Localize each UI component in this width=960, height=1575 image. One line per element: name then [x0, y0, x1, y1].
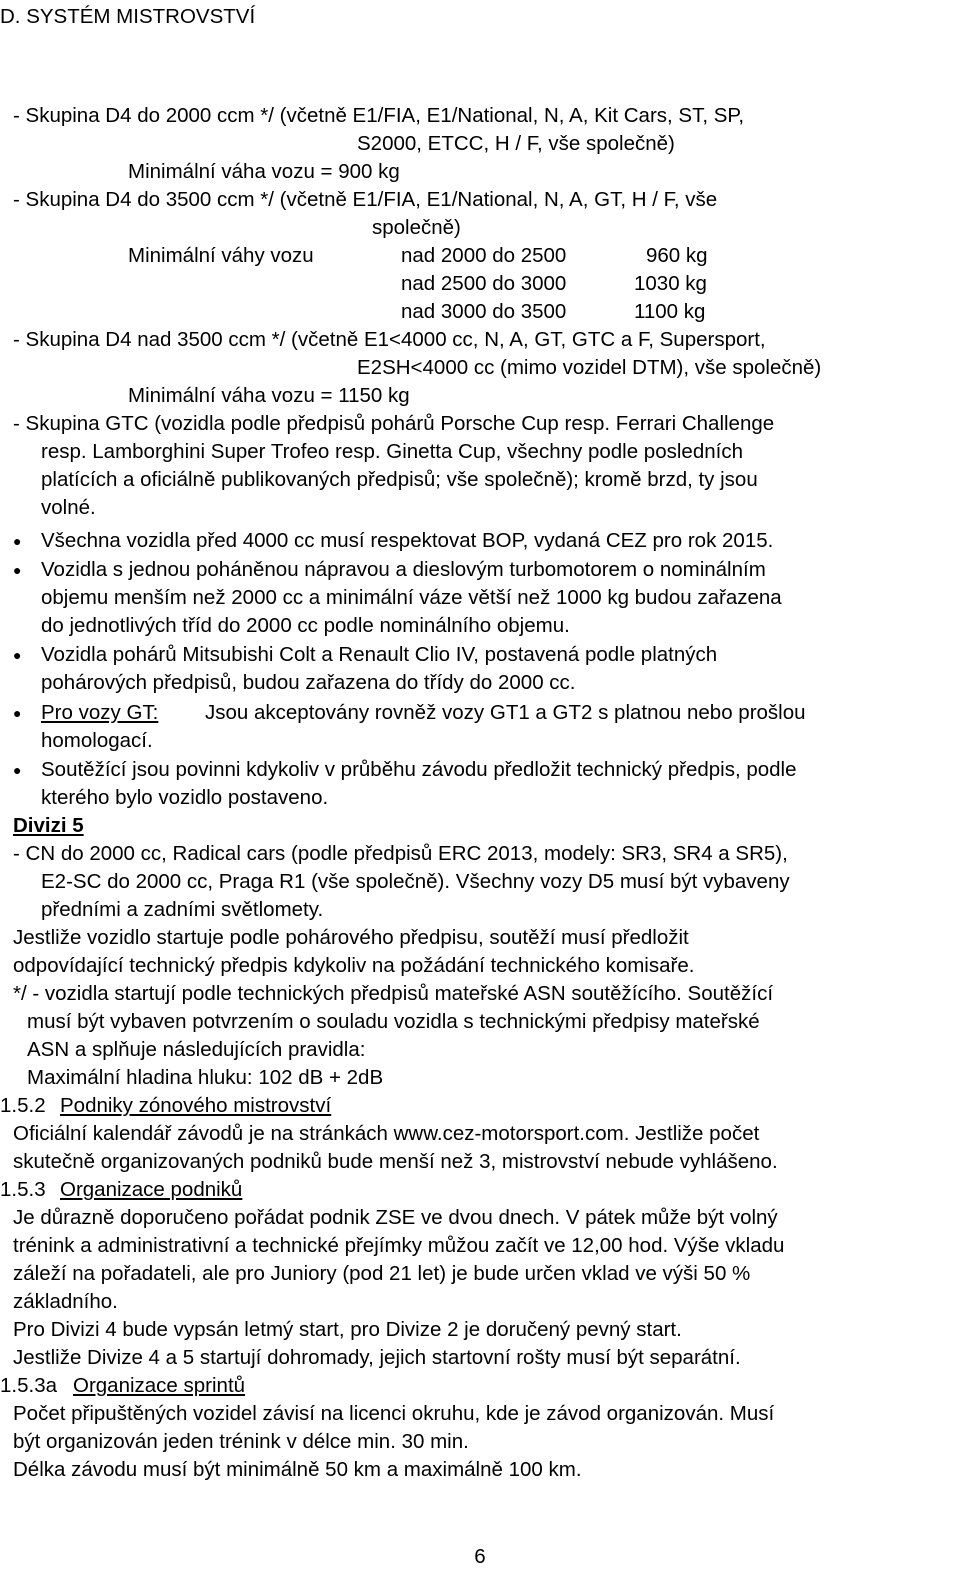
weight-value: 1030 kg — [634, 272, 707, 295]
weight-value: 1100 kg — [634, 300, 706, 323]
divize5-para-1 — [0, 924, 960, 952]
text: být organizován jeden trénink v délce min. 30 min. — [13, 1430, 469, 1453]
s153-line-5 — [0, 1316, 960, 1344]
bullet-item-gt-cont — [0, 727, 960, 755]
bullet-item-technical-cont — [0, 784, 960, 812]
bullet-item-technical — [0, 756, 960, 784]
text: - CN do 2000 cc, Radical cars (podle předpisů ERC 2013, modely: SR3, SR4 a SR5), — [13, 842, 788, 865]
divize5-para-1-cont — [0, 952, 960, 980]
bullet-icon — [13, 699, 21, 727]
text: objemu menším než 2000 cc a minimální váze větší než 1000 kg budou zařazena — [41, 586, 782, 609]
gtc-line-1 — [0, 410, 960, 438]
divize5-heading-row — [0, 812, 960, 840]
d4-over-line-1 — [0, 326, 960, 354]
d4-2000-weight — [0, 158, 960, 186]
text: Jsou akceptovány rovněž vozy GT1 a GT2 s platnou nebo prošlou — [205, 701, 806, 724]
s153a-line-3 — [0, 1456, 960, 1484]
section-title: Podniky zónového mistrovství — [60, 1094, 332, 1117]
section-number: 1.5.2 — [0, 1094, 46, 1117]
s153-line-4 — [0, 1288, 960, 1316]
text: E2SH<4000 cc (mimo vozidel DTM), vše společně) — [357, 356, 822, 379]
d4-over-line-2 — [0, 354, 960, 382]
text: Oficiální kalendář závodů je na stránkách www.cez-motorsport.com. Jestliže počet — [13, 1122, 760, 1145]
text: Délka závodu musí být minimálně 50 km a maximálně 100 km. — [13, 1458, 582, 1481]
text: - Skupina D4 do 3500 ccm */ (včetně E1/FIA, E1/National, N, A, GT, H / F, vše — [13, 188, 718, 211]
d4-2000-line-1 — [0, 102, 960, 130]
bullet-icon — [13, 641, 21, 669]
text: Soutěžící jsou povinni kdykoliv v průběhu závodu předložit technický předpis, podle — [41, 758, 797, 781]
gtc-line-3 — [0, 466, 960, 494]
text: odpovídající technický předpis kdykoliv na požádání technického komisaře. — [13, 954, 695, 977]
gtc-line-2 — [0, 438, 960, 466]
s153-line-2 — [0, 1232, 960, 1260]
section-1-5-3a-heading — [0, 1372, 960, 1400]
text: předními a zadními světlomety. — [41, 898, 324, 921]
bullet-item-cups — [0, 641, 960, 669]
s153a-line-2 — [0, 1428, 960, 1456]
text: Je důrazně doporučeno pořádat podnik ZSE ve dvou dnech. V pátek může být volný — [13, 1206, 778, 1229]
bullet-item-gt — [0, 699, 960, 727]
text: volné. — [41, 496, 96, 519]
noise-limit — [0, 1064, 960, 1092]
text: Pro Divizi 4 bude vypsán letmý start, pro Divize 2 je doručený pevný start. — [13, 1318, 682, 1341]
section-heading-row — [0, 3, 960, 31]
divize5-line-2 — [0, 868, 960, 896]
text: Počet připuštěných vozidel závisí na licenci okruhu, kde je závod organizován. Musí — [13, 1402, 775, 1425]
section-number: 1.5.3a — [0, 1374, 57, 1397]
bullet-item-diesel — [0, 556, 960, 584]
text: platících a oficiálně publikovaných předpisů; vše společně); kromě brzd, ty jsou — [41, 468, 758, 491]
gt-label: Pro vozy GT: — [41, 701, 159, 724]
section-title: Organizace podniků — [60, 1178, 243, 1201]
text: do jednotlivých tříd do 2000 cc podle nominálního objemu. — [41, 614, 570, 637]
s152-line-2 — [0, 1148, 960, 1176]
text: Minimální váha vozu = 1150 kg — [128, 384, 410, 407]
text: */ - vozidla startují podle technických předpisů mateřské ASN soutěžícího. Soutěžící — [13, 982, 774, 1005]
text: pohárových předpisů, budou zařazena do třídy do 2000 cc. — [41, 671, 576, 694]
text: Maximální hladina hluku: 102 dB + 2dB — [27, 1066, 384, 1089]
weights-row-3 — [0, 298, 960, 326]
text: Jestliže Divize 4 a 5 startují dohromady, jejich startovní rošty musí být separátní. — [13, 1346, 741, 1369]
bullet-icon — [13, 556, 21, 584]
section-heading: D. SYSTÉM MISTROVSTVÍ — [0, 5, 256, 28]
d4-3500-line-2 — [0, 214, 960, 242]
weights-row-2 — [0, 270, 960, 298]
text: Všechna vozidla před 4000 cc musí respektovat BOP, vydaná CEZ pro rok 2015. — [41, 529, 774, 552]
gtc-line-4 — [0, 494, 960, 522]
bullet-item-cups-cont — [0, 669, 960, 697]
weights-label: Minimální váhy vozu — [128, 244, 314, 267]
d4-3500-line-1 — [0, 186, 960, 214]
bullet-icon — [13, 527, 21, 555]
s153-line-6 — [0, 1344, 960, 1372]
text: skutečně organizovaných podniků bude menší než 3, mistrovství nebude vyhlášeno. — [13, 1150, 778, 1173]
page-number: 6 — [474, 1545, 486, 1568]
text: resp. Lamborghini Super Trofeo resp. Ginetta Cup, všechny podle posledních — [41, 440, 743, 463]
text: S2000, ETCC, H / F, vše společně) — [357, 132, 675, 155]
asn-note-1 — [0, 980, 960, 1008]
weight-value: 960 kg — [646, 244, 708, 267]
text: Vozidla pohárů Mitsubishi Colt a Renault Clio IV, postavená podle platných — [41, 643, 718, 666]
text: homologací. — [41, 729, 153, 752]
bullet-item-diesel-cont — [0, 612, 960, 640]
divize5-heading: Divizi 5 — [13, 814, 84, 837]
text: musí být vybaven potvrzením o souladu vozidla s technickými předpisy mateřské — [27, 1010, 760, 1033]
s153-line-1 — [0, 1204, 960, 1232]
weight-range: nad 3000 do 3500 — [401, 300, 567, 323]
weight-range: nad 2500 do 3000 — [401, 272, 567, 295]
section-title: Organizace sprintů — [73, 1374, 246, 1397]
d4-over-weight — [0, 382, 960, 410]
text: základního. — [13, 1290, 118, 1313]
section-1-5-2-heading — [0, 1092, 960, 1120]
s153-line-3 — [0, 1260, 960, 1288]
text: Jestliže vozidlo startuje podle pohárového předpisu, soutěží musí předložit — [13, 926, 689, 949]
text: ASN a splňuje následujících pravidla: — [27, 1038, 366, 1061]
text: společně) — [372, 216, 461, 239]
text: záleží na pořadateli, ale pro Juniory (pod 21 let) je bude určen vklad ve výši 50 % — [13, 1262, 751, 1285]
text: - Skupina GTC (vozidla podle předpisů pohárů Porsche Cup resp. Ferrari Challenge — [13, 412, 775, 435]
bullet-item-diesel-cont — [0, 584, 960, 612]
text: E2-SC do 2000 cc, Praga R1 (vše společně). Všechny vozy D5 musí být vybaveny — [41, 870, 790, 893]
bullet-item-bop — [0, 527, 960, 555]
asn-note-2 — [0, 1008, 960, 1036]
text: - Skupina D4 nad 3500 ccm */ (včetně E1<4000 cc, N, A, GT, GTC a F, Supersport, — [13, 328, 766, 351]
s152-line-1 — [0, 1120, 960, 1148]
s153a-line-1 — [0, 1400, 960, 1428]
d4-2000-line-2 — [0, 130, 960, 158]
text: trénink a administrativní a technické přejímky můžou začít ve 12,00 hod. Výše vkladu — [13, 1234, 785, 1257]
text: Vozidla s jednou poháněnou nápravou a dieslovým turbomotorem o nominálním — [41, 558, 766, 581]
divize5-line-1 — [0, 840, 960, 868]
text: - Skupina D4 do 2000 ccm */ (včetně E1/FIA, E1/National, N, A, Kit Cars, ST, SP, — [13, 104, 745, 127]
weight-range: nad 2000 do 2500 — [401, 244, 567, 267]
section-number: 1.5.3 — [0, 1178, 46, 1201]
asn-note-3 — [0, 1036, 960, 1064]
section-1-5-3-heading — [0, 1176, 960, 1204]
weights-row-1 — [0, 242, 960, 270]
divize5-line-3 — [0, 896, 960, 924]
text: kterého bylo vozidlo postaveno. — [41, 786, 329, 809]
bullet-icon — [13, 756, 21, 784]
text: Minimální váha vozu = 900 kg — [128, 160, 400, 183]
